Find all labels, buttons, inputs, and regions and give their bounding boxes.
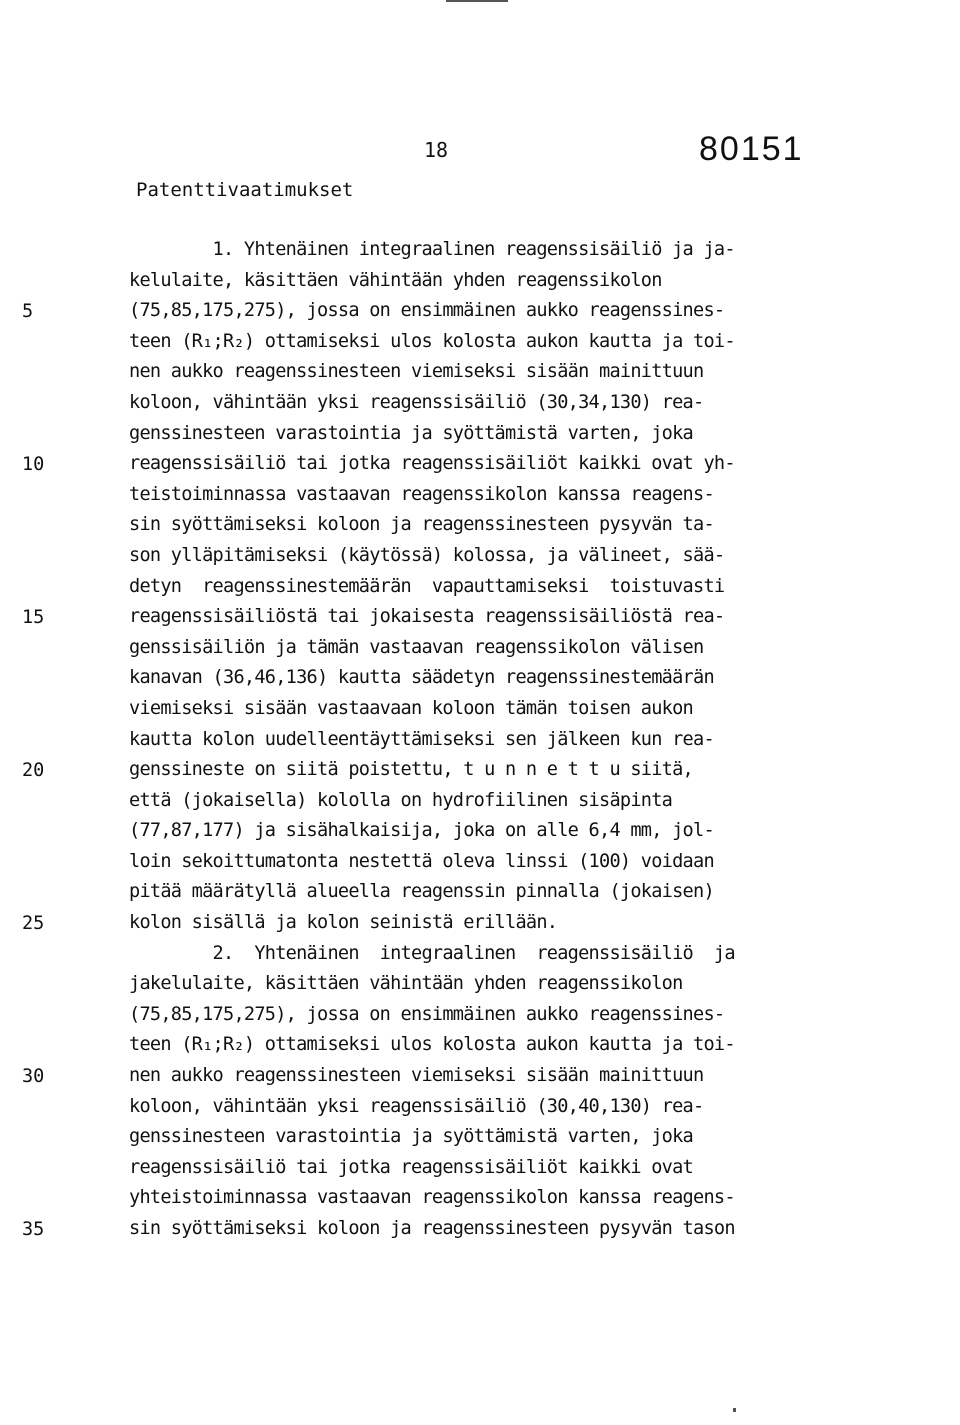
text-line — [0, 482, 960, 513]
text-line — [0, 1185, 960, 1216]
line-text: genssisäiliön ja tämän vastaavan reagenssikolon välisen — [129, 636, 704, 658]
text-line — [0, 574, 960, 605]
text-line — [0, 237, 960, 268]
line-text: genssinesteen varastointia ja syöttämistä varten, joka — [129, 422, 693, 444]
line-text: kautta kolon uudelleentäyttämiseksi sen jälkeen kun rea- — [129, 728, 714, 750]
line-text: reagenssisäiliöstä tai jokaisesta reagenssisäiliöstä rea- — [129, 606, 725, 628]
line-number: 15 — [22, 607, 45, 629]
line-text: (75,85,175,275), jossa on ensimmäinen aukko reagenssines- — [129, 300, 725, 322]
text-line — [0, 879, 960, 910]
line-text: koloon, vähintään yksi reagenssisäiliö (30,34,130) rea- — [129, 391, 704, 413]
text-line — [0, 1155, 960, 1186]
text-line — [0, 665, 960, 696]
text-line — [0, 696, 960, 727]
line-text: yhteistoiminnassa vastaavan reagenssikolon kanssa reagens- — [129, 1187, 735, 1209]
text-line — [0, 329, 960, 360]
document-number: 80151 — [699, 130, 804, 168]
claims-text — [0, 237, 960, 1247]
text-line — [0, 1032, 960, 1063]
line-text: loin sekoittumatonta nestettä oleva linssi (100) voidaan — [129, 850, 714, 872]
line-number: 10 — [22, 454, 45, 476]
text-line — [0, 359, 960, 390]
section-title: Patenttivaatimukset — [136, 179, 354, 201]
text-line — [0, 910, 960, 941]
text-line — [0, 818, 960, 849]
line-text: kelulaite, käsittäen vähintään yhden reagenssikolon — [129, 269, 662, 291]
text-line — [0, 941, 960, 972]
line-text: että (jokaisella) kololla on hydrofiilinen sisäpinta — [129, 789, 673, 811]
text-line — [0, 604, 960, 635]
text-line — [0, 1216, 960, 1247]
text-line — [0, 788, 960, 819]
text-line — [0, 971, 960, 1002]
line-text: koloon, vähintään yksi reagenssisäiliö (30,40,130) rea- — [129, 1095, 704, 1117]
line-text: nen aukko reagenssinesteen viemiseksi sisään mainittuun — [129, 361, 704, 383]
line-text: sin syöttämiseksi koloon ja reagenssinesteen pysyvän ta- — [129, 514, 714, 536]
line-text: 2. Yhtenäinen integraalinen reagenssisäiliö ja — [129, 942, 735, 964]
text-line — [0, 512, 960, 543]
line-text: jakelulaite, käsittäen vähintään yhden reagenssikolon — [129, 973, 683, 995]
line-number: 5 — [22, 301, 34, 323]
line-text: viemiseksi sisään vastaavaan koloon tämän toisen aukon — [129, 697, 693, 719]
line-text: (77,87,177) ja sisähalkaisija, joka on alle 6,4 mm, jol- — [129, 820, 714, 842]
line-text: (75,85,175,275), jossa on ensimmäinen aukko reagenssines- — [129, 1003, 725, 1025]
text-line — [0, 298, 960, 329]
text-line — [0, 757, 960, 788]
text-line — [0, 543, 960, 574]
line-text: teistoiminnassa vastaavan reagenssikolon kanssa reagens- — [129, 483, 714, 505]
scan-mark — [733, 1408, 736, 1412]
line-text: kolon sisällä ja kolon seinistä erillään. — [129, 912, 558, 934]
line-number: 25 — [22, 913, 45, 935]
text-line — [0, 451, 960, 482]
text-line — [0, 1002, 960, 1033]
text-line — [0, 1124, 960, 1155]
line-text: teen (R₁;R₂) ottamiseksi ulos kolosta aukon kautta ja toi- — [129, 330, 735, 352]
line-text: teen (R₁;R₂) ottamiseksi ulos kolosta aukon kautta ja toi- — [129, 1034, 735, 1056]
line-text: kanavan (36,46,136) kautta säädetyn reagenssinestemäärän — [129, 667, 714, 689]
text-line — [0, 421, 960, 452]
line-text: reagenssisäiliö tai jotka reagenssisäiliöt kaikki ovat yh- — [129, 453, 735, 475]
text-line — [0, 849, 960, 880]
line-text: detyn reagenssinestemäärän vapauttamiseksi toistuvasti — [129, 575, 725, 597]
text-line — [0, 1063, 960, 1094]
text-line — [0, 635, 960, 666]
line-number: 30 — [22, 1066, 45, 1088]
line-text: reagenssisäiliö tai jotka reagenssisäiliöt kaikki ovat — [129, 1156, 693, 1178]
top-edge-mark — [446, 0, 508, 2]
line-text: genssinesteen varastointia ja syöttämistä varten, joka — [129, 1126, 693, 1148]
line-text: 1. Yhtenäinen integraalinen reagenssisäiliö ja ja- — [129, 239, 735, 260]
line-text: nen aukko reagenssinesteen viemiseksi sisään mainittuun — [129, 1065, 704, 1087]
line-number: 35 — [22, 1219, 45, 1240]
text-line — [0, 1094, 960, 1125]
text-line — [0, 727, 960, 758]
text-line — [0, 390, 960, 421]
line-text: pitää määrätyllä alueella reagenssin pinnalla (jokaisen) — [129, 881, 714, 903]
line-text: sin syöttämiseksi koloon ja reagenssinesteen pysyvän tason — [129, 1218, 735, 1239]
line-text: son ylläpitämiseksi (käytössä) kolossa, ja välineet, sää- — [129, 544, 725, 566]
text-line — [0, 268, 960, 299]
line-text: genssineste on siitä poistettu, t u n n e t t u siitä, — [129, 759, 693, 781]
line-number: 20 — [22, 760, 45, 782]
page-number: 18 — [424, 138, 449, 162]
